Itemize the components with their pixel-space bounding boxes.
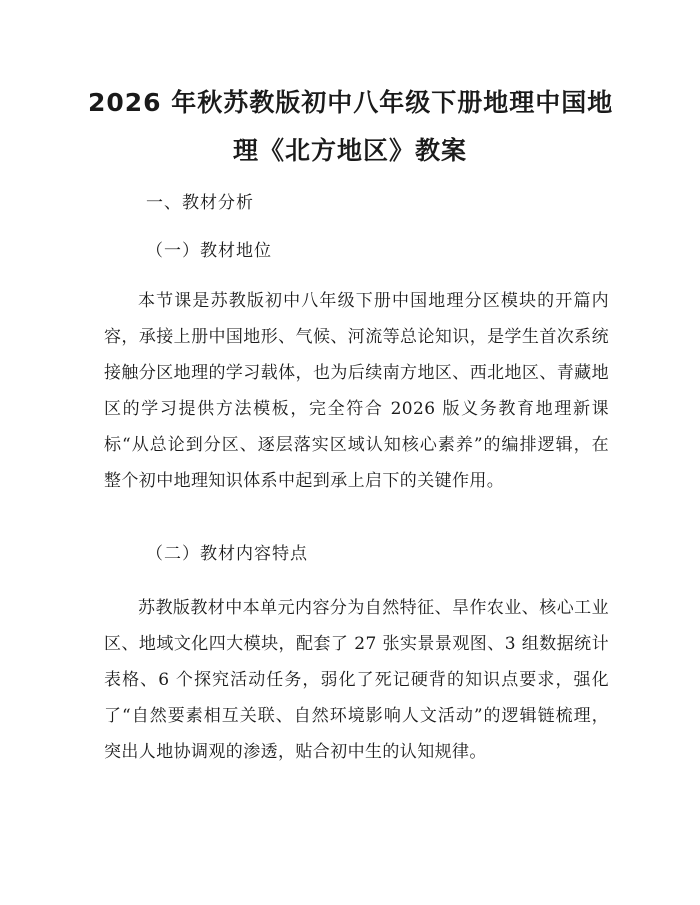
- paragraph-textbook-position: 本节课是苏教版初中八年级下册中国地理分区模块的开篇内容，承接上册中国地形、气候、河流等总论知识，是学生首次系统接触分区地理的学习载体，也为后续南方地区、西北地区、青藏地区的学习提供方法模板，完全符合 2026 版义务教育地理新课标“从总论到分区、逐层落实区域认知核心素养”的编排逻辑，在整个初中地理知识体系中起到承上启下的关键作用。: [104, 291, 609, 491]
- document-title-line-2: 理《北方地区》教案: [232, 136, 467, 165]
- subsection-heading-content-features: （二）教材内容特点: [146, 544, 308, 564]
- section-heading-textbook-analysis: 一、教材分析: [146, 193, 254, 213]
- paragraph-content-features: 苏教版教材中本单元内容分为自然特征、旱作农业、核心工业区、地域文化四大模块，配套了 27 张实景景观图、3 组数据统计表格、6 个探究活动任务，弱化了死记硬背的知识点要求，强化了“自然要素相互关联、自然环境影响人文活动”的逻辑链梳理，突出人地协调观的渗透，贴合初中生的认知规律。: [104, 598, 609, 762]
- subsection-heading-textbook-position: （一）教材地位: [146, 241, 272, 261]
- document-title-line-1: 2026 年秋苏教版初中八年级下册地理中国地: [88, 88, 614, 117]
